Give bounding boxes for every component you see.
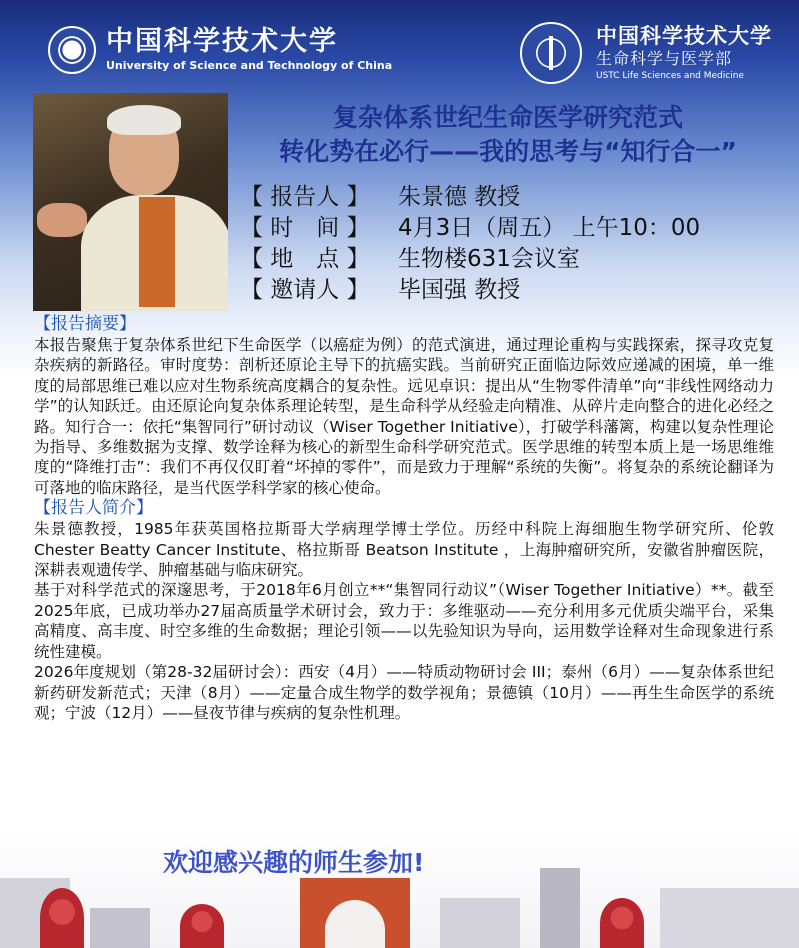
ustc-name-en: University of Science and Technology of China xyxy=(106,59,393,72)
school-dept-cn: 生命科学与医学部 xyxy=(596,48,733,68)
campus-arch-icon xyxy=(300,878,410,948)
info-value: 生物楼631会议室 xyxy=(398,246,580,272)
talk-info xyxy=(240,182,700,306)
abstract-text: 本报告聚焦于复杂体系世纪下生命医学（以癌症为例）的范式演进，通过理论重构与实践探索，探寻攻克复杂疾病的新路径。审时度势：剖析还原论主导下的抗癌实践。当前研究正面临边际效应递减的困境，单一维度的局部思维已难以应对生物系统高度耦合的复杂性。远见卓识：提出从“生物零件清单”向“非线性网络动力学”的认知跃迁。由还原论向复杂体系理论转型，是生命科学从经验走向精准、从碎片走向整合的进化必经之路。知行合一：依托“集智同行”研讨动议（Wiser Together Initiative），打破学科藩篱，构建以复杂性理论为指导、多维数据为支撑、数学诠释为核心的新型生命科学研究范式。医学思维的转型本质上是一场思维维度的“降维打击”：我们不再仅仅盯着“坏掉的零件”，而是致力于理解“系统的失衡”。将复杂的系统论翻译为可落地的临床路径，是当代医学科学家的核心使命。 xyxy=(34,336,774,497)
ustc-name-cn: 中国科学技术大学 xyxy=(106,26,338,57)
talk-title-line-2: 转化势在必行——我的思考与“知行合一” xyxy=(279,137,737,166)
life-sciences-seal-icon xyxy=(520,22,582,84)
bio-paragraph-3: 2026年度规划（第28-32届研讨会）：西安（4月）——特质动物研讨会 III；泰州（6月）——复杂体系世纪新药研发新范式；天津（8月）——定量合成生物学的数学视角；景德镇（10月）——再生生命医学的系统观；宁波（12月）——昼夜节律与疾病的复杂性机理。 xyxy=(34,663,774,722)
info-row-location xyxy=(240,244,700,275)
school-dept-en: USTC Life Sciences and Medicine xyxy=(596,70,744,81)
info-value: 毕国强 教授 xyxy=(398,277,521,303)
info-row-host xyxy=(240,275,700,306)
invitation-text: 欢迎感兴趣的师生参加! xyxy=(163,848,425,877)
poster-body xyxy=(34,314,774,723)
abstract-heading: 【报告摘要】 xyxy=(34,314,136,334)
info-label: 【 报告人 】 xyxy=(240,184,370,210)
bio-paragraph-1: 朱景德教授，1985年获英国格拉斯哥大学病理学博士学位。历经中科院上海细胞生物学研究所、伦敦 Chester Beatty Cancer Institute、格拉斯哥 Beatson Institute ，上海肿瘤研究所，安徽省肿瘤医院，深耕表观遗传学、肿瘤基础与临床研究。 xyxy=(34,520,774,580)
info-label: 【 邀请人 】 xyxy=(240,277,370,303)
speaker-photo xyxy=(33,93,228,311)
ustc-logo xyxy=(48,26,392,74)
info-value: 朱景德 教授 xyxy=(398,184,521,210)
info-row-time xyxy=(240,213,700,244)
info-row-speaker xyxy=(240,182,700,213)
bio-heading: 【报告人简介】 xyxy=(34,498,153,519)
school-name-cn: 中国科学技术大学 xyxy=(596,22,772,48)
life-sciences-logo xyxy=(520,22,772,84)
talk-title-line-1: 复杂体系世纪生命医学研究范式 xyxy=(332,103,683,132)
bio-paragraph-2: 基于对科学范式的深邃思考，于2018年6月创立**“集智同行动议”（Wiser Together Initiative）**。截至2025年底，已成功举办27届高质量学术研讨会，致力于：多维驱动——充分利用多元优质尖端平台，采集高精度、高丰度、时空多维的生命数据；理论引领——以先验知识为导向，运用数学诠释对生命现象进行系统性建模。 xyxy=(34,581,774,661)
info-label: 【 地 点 】 xyxy=(240,246,370,272)
talk-title xyxy=(238,101,778,169)
info-label: 【 时 间 】 xyxy=(240,215,370,241)
ustc-seal-icon xyxy=(48,26,96,74)
info-value: 4月3日（周五） 上午10：00 xyxy=(398,215,701,241)
